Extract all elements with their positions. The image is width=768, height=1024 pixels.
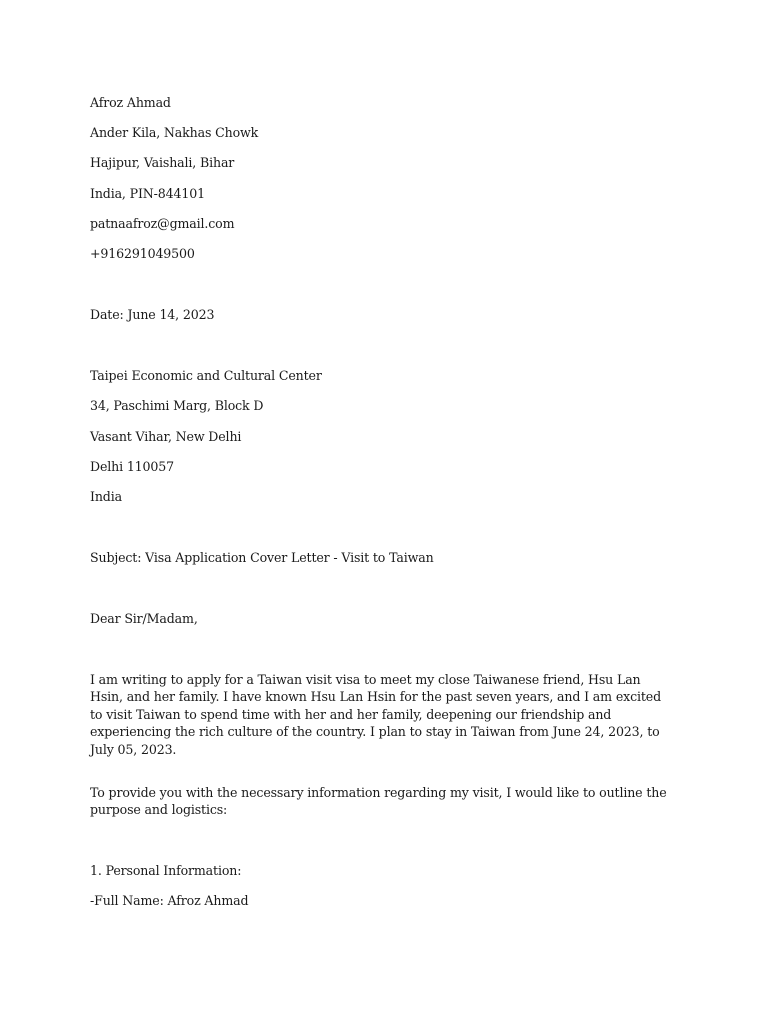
sender-address-line3: India, PIN-844101 xyxy=(90,186,205,201)
recipient-country: India xyxy=(90,489,122,504)
body-paragraph-1: I am writing to apply for a Taiwan visit visa to meet my close Taiwanese friend, Hsu Lan Hsin, and her family. I have known Hsu Lan Hsin for the past seven years, and I am excited to visit Taiwan to spend time with her and her family, deepening our friendship and experiencing the rich culture of the country. I plan to stay in Taiwan from June 24, 2023, to July 05, 2023. xyxy=(90,672,661,757)
recipient-name: Taipei Economic and Cultural Center xyxy=(90,368,322,383)
sender-email: patnaafroz@gmail.com xyxy=(90,216,235,231)
sender-phone: +916291049500 xyxy=(90,246,195,261)
letter-date: Date: June 14, 2023 xyxy=(90,307,215,322)
full-name-item: -Full Name: Afroz Ahmad xyxy=(90,893,249,908)
body-paragraph-2: To provide you with the necessary information regarding my visit, I would like to outline the purpose and logistics: xyxy=(90,785,667,818)
sender-address-line2: Hajipur, Vaishali, Bihar xyxy=(90,155,235,170)
letter-subject: Subject: Visa Application Cover Letter - Visit to Taiwan xyxy=(90,550,434,565)
recipient-address-line2: Vasant Vihar, New Delhi xyxy=(90,429,242,444)
section-heading-personal-information: 1. Personal Information: xyxy=(90,863,242,878)
recipient-address-line3: Delhi 110057 xyxy=(90,459,174,474)
sender-address-line1: Ander Kila, Nakhas Chowk xyxy=(90,125,259,140)
recipient-address-line1: 34, Paschimi Marg, Block D xyxy=(90,398,264,413)
letter-salutation: Dear Sir/Madam, xyxy=(90,611,198,626)
sender-name: Afroz Ahmad xyxy=(90,95,171,110)
